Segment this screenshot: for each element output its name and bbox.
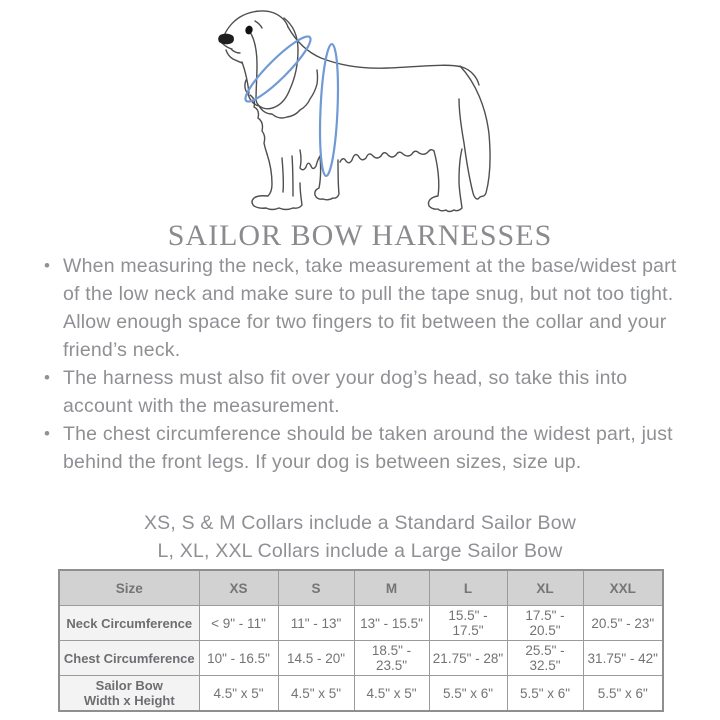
col-header-xxl: XXL (583, 570, 663, 606)
dog-belly-fur (340, 150, 434, 163)
table-cell: < 9" - 11" (199, 606, 278, 641)
dog-fur-tuft (300, 150, 321, 170)
table-cell: 13" - 15.5" (354, 606, 429, 641)
bullet-icon: • (44, 424, 51, 443)
table-cell: 4.5" x 5" (354, 676, 429, 712)
list-item (44, 252, 694, 364)
table-cell: 10" - 16.5" (199, 641, 278, 676)
row-label: Neck Circumference (59, 606, 199, 641)
table-cell: 20.5" - 23" (583, 606, 663, 641)
table-cell: 5.5" x 6" (583, 676, 663, 712)
dog-mouth (222, 43, 242, 63)
dog-front-leg (252, 154, 302, 210)
table-cell: 5.5" x 6" (429, 676, 507, 712)
dog-tail (459, 66, 490, 199)
dog-head-outline (223, 11, 288, 38)
table-cell: 31.75" - 42" (583, 641, 663, 676)
table-cell: 18.5" - 23.5" (354, 641, 429, 676)
dog-rear-leg (428, 149, 462, 212)
size-chart-table (58, 569, 664, 712)
row-label-line: Width x Height (83, 693, 175, 708)
table-row-neck (59, 606, 663, 641)
bullet-icon: • (44, 256, 51, 275)
instruction-text: The harness must also fit over your dog’s head, so take this into account with the measurement. (63, 367, 628, 417)
bullet-icon: • (44, 368, 51, 387)
col-header-xs: XS (199, 570, 278, 606)
table-cell: 21.75" - 28" (429, 641, 507, 676)
list-item (44, 420, 694, 476)
table-cell: 17.5" - 20.5" (507, 606, 583, 641)
measurement-instructions-list (44, 252, 694, 476)
table-cell: 4.5" x 5" (199, 676, 278, 712)
row-label-line: Sailor Bow (95, 678, 163, 693)
dog-back-outline (288, 27, 479, 85)
row-label: Chest Circumference (59, 641, 199, 676)
instruction-text: The chest circumference should be taken around the widest part, just behind the front legs. If your dog is between sizes, size up. (63, 423, 673, 473)
dog-front-leg-far (315, 156, 339, 200)
table-header-row (59, 570, 663, 606)
dog-nose (218, 34, 234, 45)
table-row-chest (59, 641, 663, 676)
table-cell: 5.5" x 6" (507, 676, 583, 712)
dog-eye (244, 25, 254, 36)
list-item (44, 364, 694, 420)
chest-measurement-line (318, 44, 341, 177)
col-header-l: L (429, 570, 507, 606)
table-cell: 4.5" x 5" (278, 676, 354, 712)
dog-measurement-illustration (0, 0, 720, 220)
col-header-size: Size (59, 570, 199, 606)
table-cell: 15.5" - 17.5" (429, 606, 507, 641)
collar-note-line: L, XL, XXL Collars include a Large Sailor Bow (157, 540, 563, 562)
row-label (59, 676, 199, 712)
collar-note-line: XS, S & M Collars include a Standard Sailor Bow (143, 512, 577, 534)
table-row-bow (59, 676, 663, 712)
table-cell: 25.5" - 32.5" (507, 641, 583, 676)
instruction-text: When measuring the neck, take measurement at the base/widest part of the low neck and make sure to pull the tape snug, but not too tight. Allow enough space for two fingers to fit between the collar and your friend’s neck. (63, 255, 677, 361)
collar-bow-notes (0, 509, 720, 565)
col-header-m: M (354, 570, 429, 606)
col-header-xl: XL (507, 570, 583, 606)
col-header-s: S (278, 570, 354, 606)
table-cell: 14.5 - 20" (278, 641, 354, 676)
page-title: SAILOR BOW HARNESSES (167, 219, 553, 252)
dog-eyebrow (255, 21, 262, 28)
table-cell: 11" - 13" (278, 606, 354, 641)
